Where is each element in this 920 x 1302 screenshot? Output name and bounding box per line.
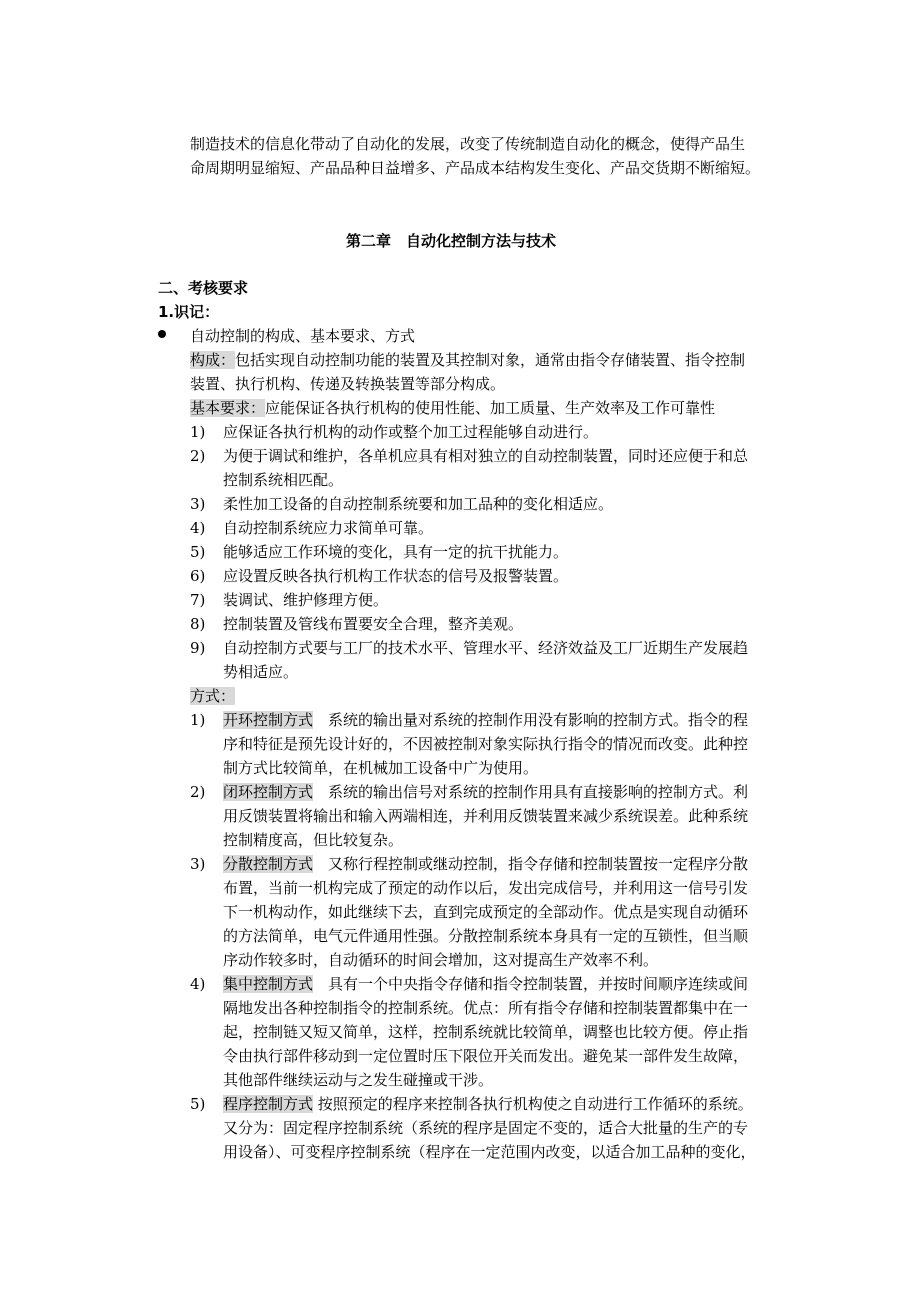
req-item-2-cont: 控制系统相匹配。 [223,471,344,489]
method-num-5: 5) [190,1095,206,1113]
method-2-line-1 [223,782,748,802]
method-4-term: 集中控制方式 [223,975,314,993]
composition-line-1 [190,350,745,370]
method-4-line-2: 隔地发出各种控制指令的控制系统。优点：所有指令存储和控制装置都集中在一 [223,999,749,1017]
method-num-4: 4) [190,975,206,993]
req-num-1: 1) [190,423,206,441]
method-4-line-1 [223,974,748,994]
intro-line-2: 命周期明显缩短、产品品种日益增多、产品成本结构发生变化、产品交货期不断缩短。 [190,159,761,177]
req-num-4: 4) [190,519,206,537]
req-num-5: 5) [190,543,206,561]
req-item-1: 应保证各执行机构的动作或整个加工过程能够自动进行。 [223,423,599,441]
method-3-line-3: 下一机构动作，如此继续下去，直到完成预定的全部动作。优点是实现自动循环 [223,903,749,921]
method-2-term: 闭环控制方式 [223,783,314,801]
method-1-line-2: 序和特征是预先设计好的，不因被控制对象实际执行指令的情况而改变。此种控 [223,735,749,753]
req-item-9-cont: 势相适应。 [223,663,299,681]
req-num-8: 8) [190,615,206,633]
method-3-first: 又称行程控制或继动控制，指令存储和控制装置按一定程序分散 [313,855,749,873]
chapter-title: 第二章 自动化控制方法与技术 [346,232,557,250]
method-5-term: 程序控制方式 [223,1095,314,1113]
req-num-9: 9) [190,639,206,657]
method-2-line-2: 用反馈装置将输出和输入两端相连，并利用反馈装置来减少系统误差。此种系统 [223,807,749,825]
bullet-item: 自动控制的构成、基本要求、方式 [190,327,416,345]
method-5-line-1 [223,1094,753,1114]
method-1-line-3: 制方式比较简单，在机械加工设备中广为使用。 [223,759,539,777]
req-num-7: 7) [190,591,206,609]
method-4-line-3: 起，控制链又短又简单，这样，控制系统就比较简单，调整也比较方便。停止指 [223,1023,749,1041]
method-3-line-1 [223,854,748,874]
req-item-4: 自动控制系统应力求简单可靠。 [223,519,434,537]
method-4-line-4: 令由执行部件移动到一定位置时压下限位开关而发出。避免某一部件发生故障， [223,1047,749,1065]
method-1-term: 开环控制方式 [223,711,314,729]
req-item-2: 为便于调试和维护，各单机应具有相对独立的自动控制装置，同时还应便于和总 [223,447,749,465]
methods-line [190,686,235,706]
method-1-first: 系统的输出量对系统的控制作用没有影响的控制方式。指令的程 [313,711,749,729]
bullet-dot-icon [158,330,166,338]
method-num-3: 3) [190,855,206,873]
method-3-term: 分散控制方式 [223,855,314,873]
method-5-first: 按照预定的程序来控制各执行机构使之自动进行工作循环的系统。 [313,1095,753,1113]
method-num-1: 1) [190,711,206,729]
subsection-heading: 1.识记： [158,303,220,321]
req-item-3: 柔性加工设备的自动控制系统要和加工品种的变化相适应。 [223,495,614,513]
method-num-2: 2) [190,783,206,801]
method-4-line-5: 其他部件继续运动与之发生碰撞或干涉。 [223,1071,494,1089]
method-5-line-3: 用设备）、可变程序控制系统（程序在一定范围内改变，以适合加工品种的变化， [223,1143,756,1161]
method-5-line-2: 又分为：固定程序控制系统（系统的程序是固定不变的，适合大批量的生产的专 [223,1119,749,1137]
req-item-9: 自动控制方式要与工厂的技术水平、管理水平、经济效益及工厂近期生产发展趋 [223,639,749,657]
req-num-3: 3) [190,495,206,513]
method-1-line-1 [223,710,748,730]
method-3-line-4: 的方法简单，电气元件通用性强。分散控制系统本身具有一定的互锁性，但当顺 [223,927,749,945]
section-heading: 二、考核要求 [158,279,249,297]
composition-line-2: 装置、执行机构、传递及转换装置等部分构成。 [190,375,506,393]
req-num-2: 2) [190,447,206,465]
req-item-5: 能够适应工作环境的变化，具有一定的抗干扰能力。 [223,543,569,561]
method-2-line-3: 控制精度高，但比较复杂。 [223,831,404,849]
composition-text: 包括实现自动控制功能的装置及其控制对象，通常由指令存储装置、指令控制 [235,351,746,369]
methods-label: 方式： [190,687,236,705]
method-3-line-2: 布置，当前一机构完成了预定的动作以后，发出完成信号，并利用这一信号引发 [223,879,749,897]
requirements-line [190,398,715,418]
req-num-6: 6) [190,567,206,585]
req-item-8: 控制装置及管线布置要安全合理，整齐美观。 [223,615,524,633]
method-3-line-5: 序动作较多时，自动循环的时间会增加，这对提高生产效率不利。 [223,951,659,969]
req-item-7: 装调试、维护修理方便。 [223,591,389,609]
requirements-text: 应能保证各执行机构的使用性能、加工质量、生产效率及工作可靠性 [265,399,716,417]
intro-line-1: 制造技术的信息化带动了自动化的发展，改变了传统制造自动化的概念，使得产品生 [190,135,746,153]
method-2-first: 系统的输出信号对系统的控制作用具有直接影响的控制方式。利 [313,783,749,801]
composition-label: 构成： [190,351,236,369]
method-4-first: 具有一个中央指令存储和指令控制装置，并按时间顺序连续或间 [313,975,749,993]
requirements-label: 基本要求： [190,399,266,417]
req-item-6: 应设置反映各执行机构工作状态的信号及报警装置。 [223,567,569,585]
